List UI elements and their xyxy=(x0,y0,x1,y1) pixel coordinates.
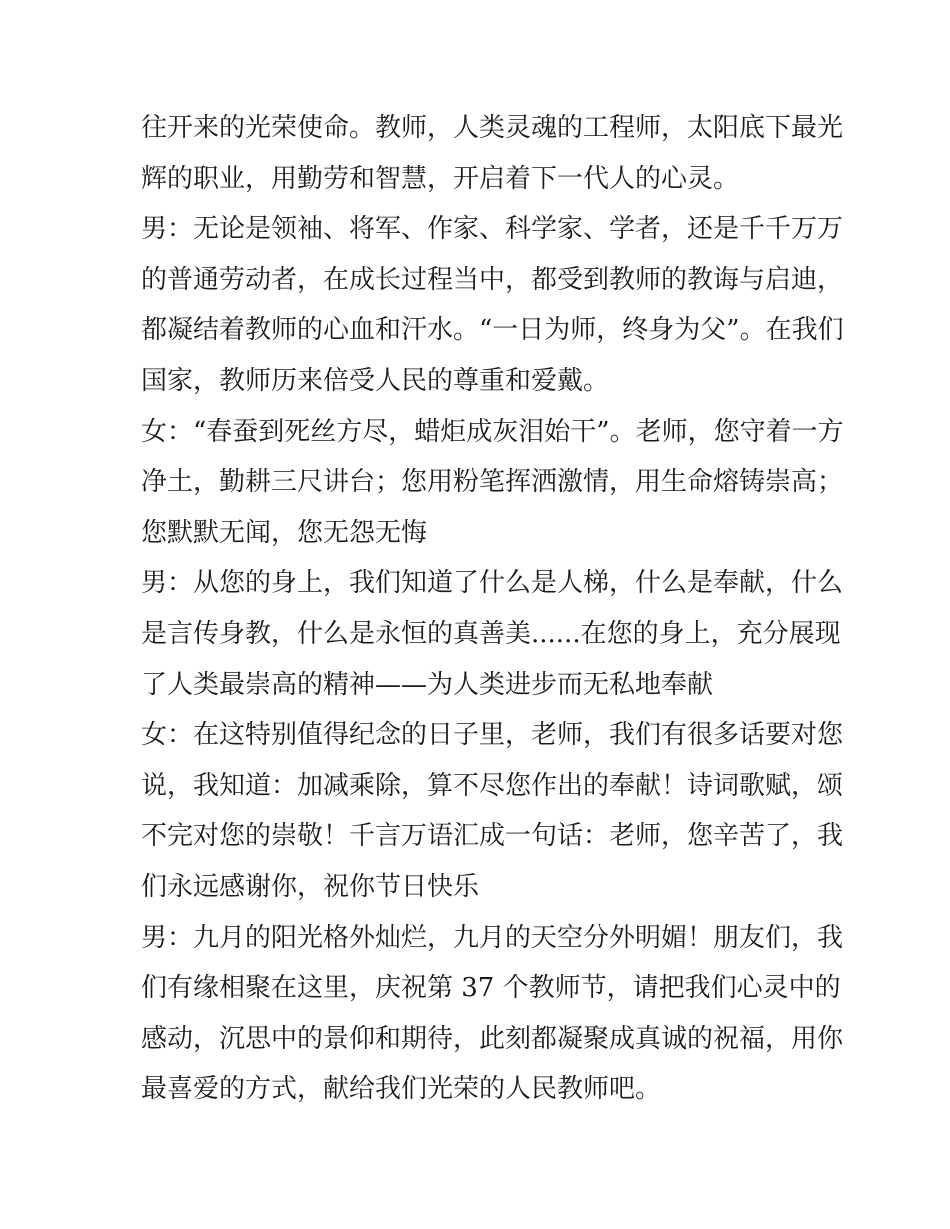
text-line: 们永远感谢你，祝你节日快乐 xyxy=(141,871,480,902)
text-line: 的普通劳动者，在成长过程当中，都受到教师的教诲与启迪， xyxy=(141,264,844,295)
text-line: 您默默无闻，您无怨无悔 xyxy=(141,517,428,548)
text-line: 女：在这特别值得纪念的日子里，老师，我们有很多话要对您 xyxy=(141,720,844,751)
text-line: 们有缘相聚在这里，庆祝第 37 个教师节，请把我们心灵中的 xyxy=(141,973,841,1004)
text-line: 是言传身教，什么是永恒的真善美......在您的身上，充分展现 xyxy=(141,618,841,649)
text-line: 最喜爱的方式，献给我们光荣的人民教师吧。 xyxy=(141,1074,662,1105)
text-line: 男：从您的身上，我们知道了什么是人梯，什么是奉献，什么 xyxy=(141,568,844,599)
text-line: 国家，教师历来倍受人民的尊重和爱戴。 xyxy=(141,365,610,396)
document-body xyxy=(141,103,844,1115)
text-line: 净土，勤耕三尺讲台；您用粉笔挥洒激情，用生命熔铸崇高； xyxy=(141,467,844,498)
text-line: 不完对您的崇敬！千言万语汇成一句话：老师，您辛苦了，我 xyxy=(141,821,844,852)
text-line: 辉的职业，用勤劳和智慧，开启着下一代人的心灵。 xyxy=(141,163,740,194)
text-line: 女：“春蚕到死丝方尽，蜡炬成灰泪始干”。老师，您守着一方 xyxy=(141,416,844,447)
text-line: 男：九月的阳光格外灿烂，九月的天空分外明媚！朋友们，我 xyxy=(141,922,844,953)
text-line: 往开来的光荣使命。教师，人类灵魂的工程师，太阳底下最光 xyxy=(141,113,844,143)
text-line: 感动，沉思中的景仰和期待，此刻都凝聚成真诚的祝福，用你 xyxy=(141,1023,844,1054)
text-line: 说，我知道：加减乘除，算不尽您作出的奉献！诗词歌赋，颂 xyxy=(141,770,844,801)
text-line: 了人类最崇高的精神——为人类进步而无私地奉献 xyxy=(141,669,714,700)
text-line: 男：无论是领袖、将军、作家、科学家、学者，还是千千万万 xyxy=(141,214,844,245)
text-line: 都凝结着教师的心血和汗水。“一日为师，终身为父”。在我们 xyxy=(141,315,844,346)
